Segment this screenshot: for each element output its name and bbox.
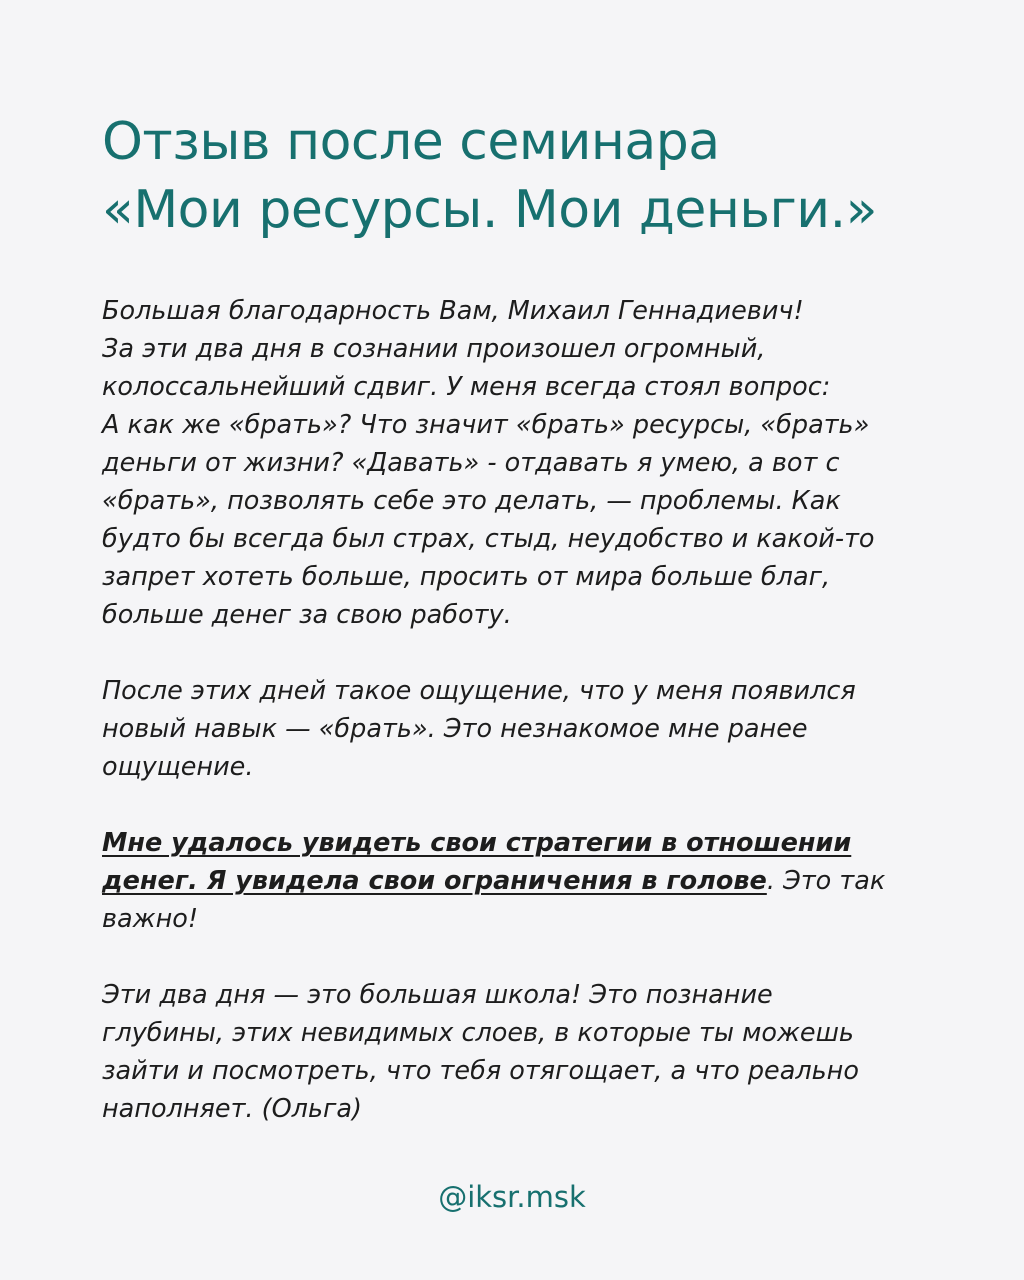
paragraph-2 (102, 672, 962, 786)
account-handle: @iksr.msk (438, 1180, 586, 1214)
review-text (102, 292, 962, 1128)
page-title (102, 108, 962, 244)
text-line: Эти два дня — это большая школа! Это познание (102, 980, 773, 1010)
text-line: новый навык — «брать». Это незнакомое мне ранее (102, 714, 808, 744)
text-line: Большая благодарность Вам, Михаил Геннадиевич! (102, 296, 804, 326)
emphasized-text: денег. Я увидела свои ограничения в голове (102, 866, 767, 896)
text-line: запрет хотеть больше, просить от мира больше благ, (102, 562, 831, 592)
title-line-1: Отзыв после семинара (102, 112, 720, 172)
title-line-2: «Мои ресурсы. Мои деньги.» (102, 180, 877, 240)
text-line: будто бы всегда был страх, стыд, неудобство и какой-то (102, 524, 875, 554)
text-line (102, 824, 962, 862)
text-line: После этих дней такое ощущение, что у меня появился (102, 676, 856, 706)
text-line: А как же «брать»? Что значит «брать» ресурсы, «брать» (102, 410, 870, 440)
text-line: наполняет. (Ольга) (102, 1094, 362, 1124)
text-line: ощущение. (102, 752, 254, 782)
text-line: «брать», позволять себе это делать, — проблемы. Как (102, 486, 841, 516)
text-line: больше денег за свою работу. (102, 600, 512, 630)
paragraph-4 (102, 976, 962, 1128)
text-line: важно! (102, 904, 199, 934)
paragraph-3 (102, 824, 962, 938)
plain-text: . Это так (766, 866, 886, 896)
emphasized-text: Мне удалось увидеть свои стратегии в отношении (102, 828, 852, 858)
paragraph-1 (102, 292, 962, 634)
text-line (102, 862, 962, 900)
text-line: зайти и посмотреть, что тебя отягощает, а что реально (102, 1056, 859, 1086)
text-line: За эти два дня в сознании произошел огромный, (102, 334, 766, 364)
text-line: глубины, этих невидимых слоев, в которые ты можешь (102, 1018, 854, 1048)
text-line: деньги от жизни? «Давать» - отдавать я умею, а вот с (102, 448, 840, 478)
text-line: колоссальнейший сдвиг. У меня всегда стоял вопрос: (102, 372, 831, 402)
